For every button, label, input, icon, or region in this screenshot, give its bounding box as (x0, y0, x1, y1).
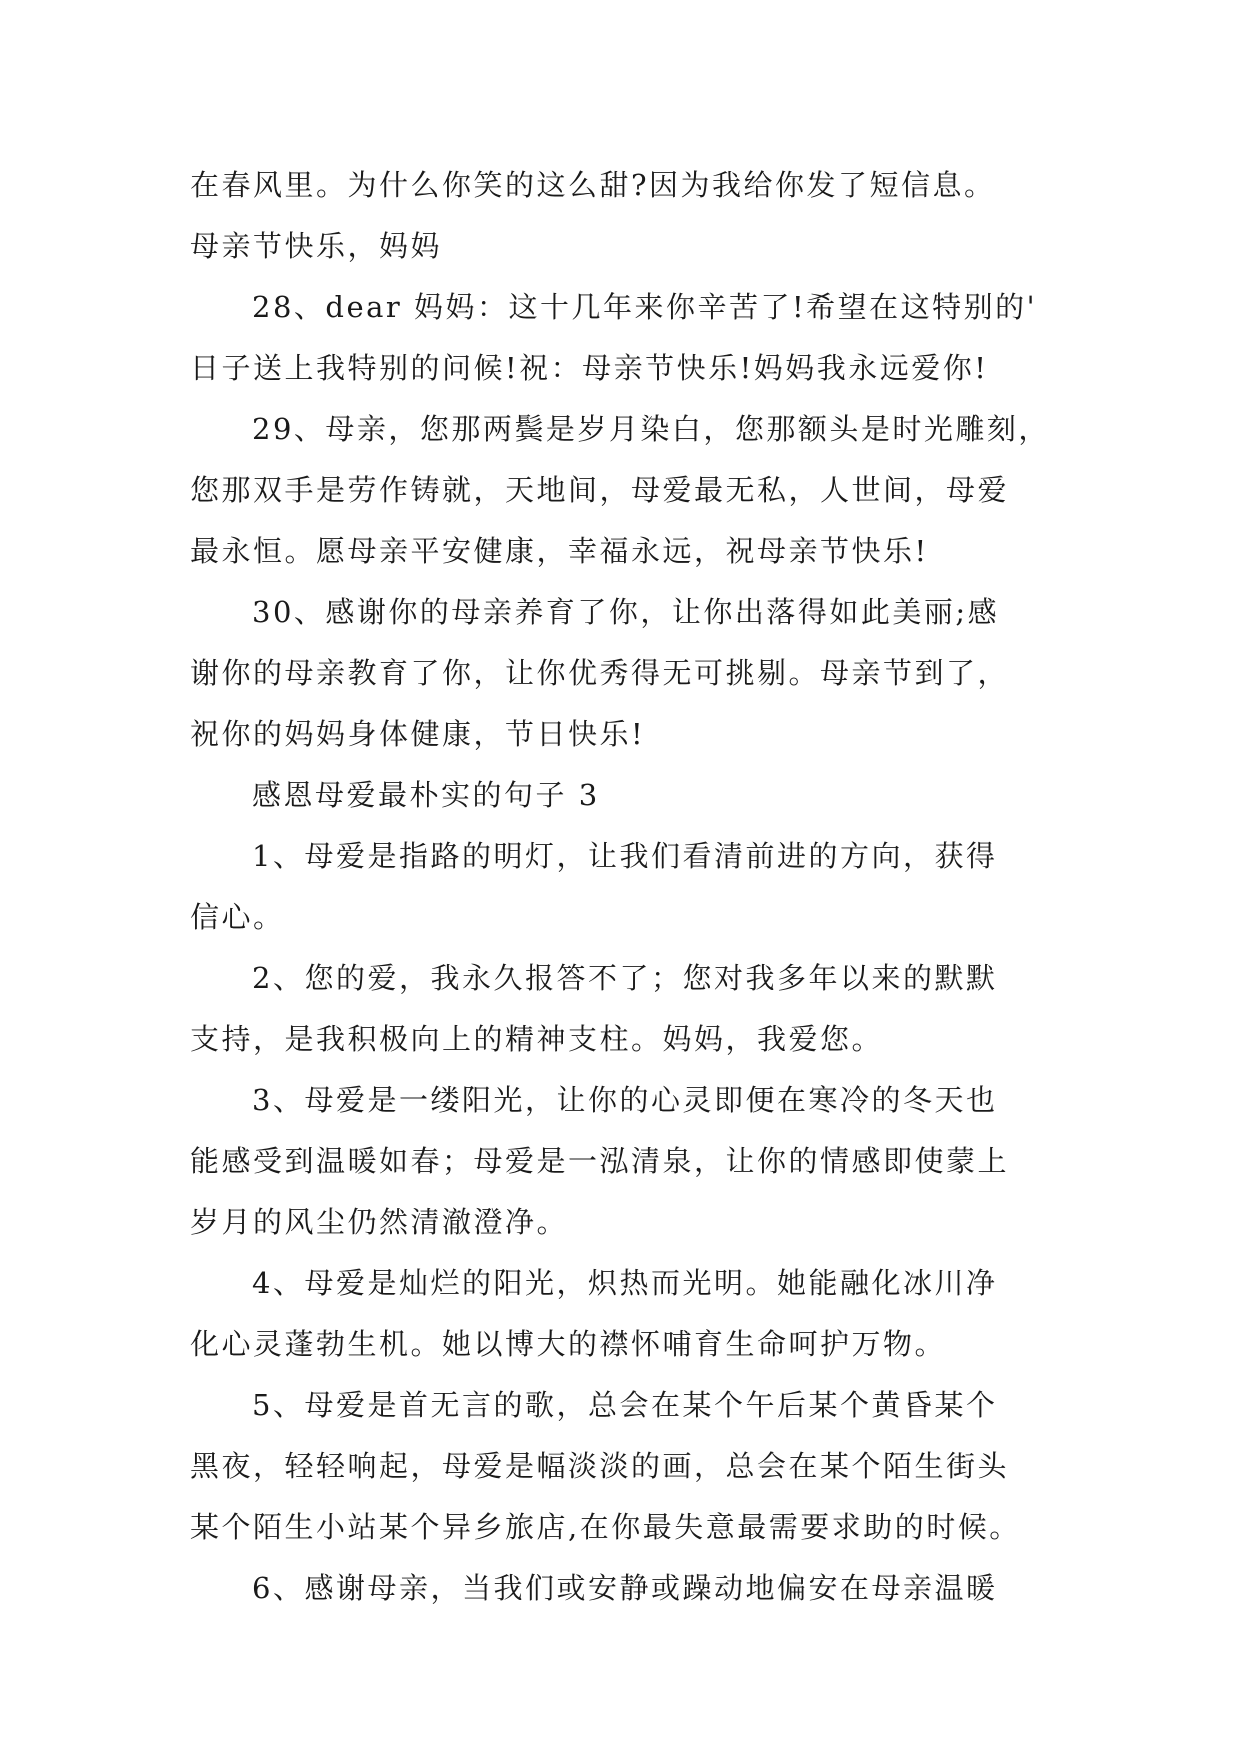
text-line: 5、母爱是首无言的歌，总会在某个午后某个黄昏某个 (252, 1388, 998, 1422)
text-line: 黑夜，轻轻响起，母爱是幅淡淡的画，总会在某个陌生街头 (190, 1449, 1010, 1483)
text-line: 祝你的妈妈身体健康，节日快乐! (190, 717, 646, 751)
document-body (190, 155, 1070, 1619)
section-heading: 感恩母爱最朴实的句子 3 (252, 778, 600, 812)
text-line: 最永恒。愿母亲平安健康，幸福永远，祝母亲节快乐! (190, 534, 929, 568)
text-line: 在春风里。为什么你笑的这么甜?因为我给你发了短信息。 (190, 168, 996, 202)
text-line: 日子送上我特别的问候!祝：母亲节快乐!妈妈我永远爱你! (190, 351, 989, 385)
text-line: 某个陌生小站某个异乡旅店,在你最失意最需要求助的时候。 (190, 1510, 1021, 1544)
text-line: 您那双手是劳作铸就，天地间，母爱最无私，人世间，母爱 (190, 473, 1010, 507)
text-line: 谢你的母亲教育了你，让你优秀得无可挑剔。母亲节到了， (190, 656, 1010, 690)
text-line: 支持，是我积极向上的精神支柱。妈妈，我爱您。 (190, 1022, 884, 1056)
text-line: 30、感谢你的母亲养育了你，让你出落得如此美丽;感 (252, 595, 1000, 629)
text-line: 岁月的风尘仍然清澈澄净。 (190, 1205, 569, 1239)
text-line: 化心灵蓬勃生机。她以博大的襟怀哺育生命呵护万物。 (190, 1327, 947, 1361)
text-line: 29、母亲，您那两鬓是岁月染白，您那额头是时光雕刻， (252, 412, 1050, 446)
text-line: 2、您的爱，我永久报答不了；您对我多年以来的默默 (252, 961, 998, 995)
text-line: 6、感谢母亲，当我们或安静或躁动地偏安在母亲温暖 (252, 1571, 998, 1605)
text-line: 母亲节快乐，妈妈 (190, 229, 443, 263)
text-line: 3、母爱是一缕阳光，让你的心灵即便在寒冷的冬天也 (252, 1083, 998, 1117)
text-line: 能感受到温暖如春；母爱是一泓清泉，让你的情感即使蒙上 (190, 1144, 1010, 1178)
text-line: 信心。 (190, 900, 285, 934)
text-line: 28、dear 妈妈：这十几年来你辛苦了!希望在这特别的' (252, 290, 1038, 324)
text-line: 1、母爱是指路的明灯，让我们看清前进的方向，获得 (252, 839, 998, 873)
text-line: 4、母爱是灿烂的阳光，炽热而光明。她能融化冰川净 (252, 1266, 998, 1300)
